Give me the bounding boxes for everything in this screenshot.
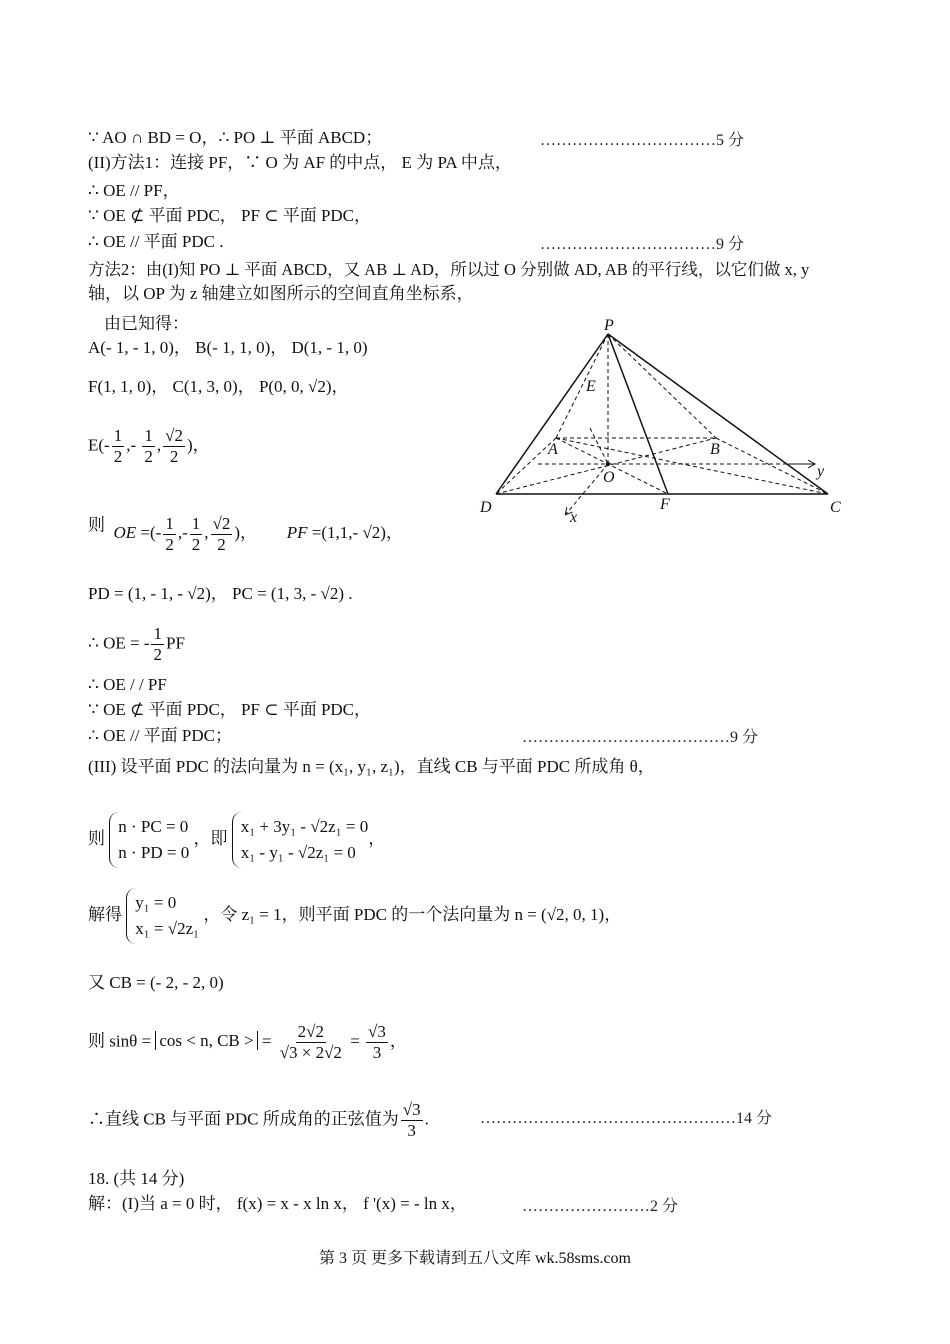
line-9: F(1, 1, 0)， C(1, 3, 0)， P(0, 0, √2)，: [88, 377, 349, 396]
line-6a: 方法2：由(I)知 PO ⊥ 平面 ABCD，又 AB ⊥ AD，所以过 O 分别做 AD, AB 的平行线，以它们做 x, y: [88, 260, 810, 279]
line-16: ∴ OE // 平面 PDC；: [88, 726, 232, 745]
edge-PF: [608, 334, 668, 494]
score-5: ……………………………5 分: [540, 132, 745, 149]
pyramid-figure: [478, 316, 858, 526]
line-1: ∵ AO ∩ BD = O，∴ PO ⊥ 平面 ABCD；: [88, 128, 383, 147]
line-12: PD = (1, - 1, - √2)， PC = (1, 3, - √2) .: [88, 584, 353, 603]
label-x: x: [570, 509, 578, 526]
line-13: ∴ OE = - $\frac{1}{2}$ PF: [88, 624, 185, 664]
score-14: …………………………………………14 分: [480, 1110, 773, 1127]
line-20: 又 CB = (- 2, - 2, 0): [88, 973, 224, 992]
line-2: (II)方法1：连接 PF，∵ O 为 AF 的中点， E 为 PA 中点，: [88, 153, 512, 172]
system-3: y₁ = 0 x₁ = √2z₁: [126, 888, 199, 944]
line-3: ∴ OE // PF，: [88, 181, 180, 200]
edge-PC: [608, 334, 828, 494]
score-2: ……………………2 分: [522, 1198, 679, 1215]
label-B: B: [710, 441, 720, 458]
line-22: ∴直线 CB 与平面 PDC 所成角的正弦值为 $\frac{√3}{3}$ .: [88, 1100, 429, 1140]
line-6b: 轴，以 OP 为 z 轴建立如图所示的空间直角坐标系，: [88, 284, 474, 303]
system-1: n · PC = 0 n · PD = 0: [109, 812, 189, 868]
line-11: 则 OE =(- $\frac{1}{2}$ ,- $\frac{1}{2}$ , $\frac{√2}{2}$ )， PF =(1,1,- √2)，: [88, 514, 403, 554]
line-7: 由已知得：: [104, 314, 189, 333]
page-footer: 第 3 页 更多下载请到五八文库 wk.58sms.com: [318, 1250, 631, 1267]
label-F: F: [660, 496, 670, 513]
line-17: (III) 设平面 PDC 的法向量为 n = (x₁, y₁, z₁)，直线 CB 与平面 PDC 所成角 θ，: [88, 757, 655, 776]
line-10: E(- $\frac{1}{2}$ ,- $\frac{1}{2}$ , $\frac{√2}{2}$ )，: [88, 426, 210, 466]
line-24: 解：(I)当 a = 0 时， f(x) = x - x ln x， f '(x) = - ln x，: [88, 1194, 467, 1213]
label-E: E: [586, 378, 596, 395]
label-C: C: [830, 499, 841, 516]
line-5: ∴ OE // 平面 PDC .: [88, 232, 224, 251]
point-O: [606, 462, 610, 466]
label-P: P: [604, 317, 614, 334]
label-D: D: [480, 499, 492, 516]
line-21: 则 sinθ = cos < n, CB > = $\frac{2√2}{√3 \times 2√2}$ = $\frac{√3}{3}$ ，: [88, 1022, 407, 1062]
line-23: 18. (共 14 分): [88, 1169, 185, 1188]
line-14: ∴ OE / / PF: [88, 675, 167, 694]
label-A: A: [548, 441, 558, 458]
score-9b: …………………………………9 分: [522, 729, 759, 746]
label-O: O: [603, 469, 615, 486]
label-y: y: [817, 463, 825, 480]
system-2: x₁ + 3y₁ - √2z₁ = 0 x₁ - y₁ - √2z₁ = 0: [232, 812, 369, 868]
line-19: 解得 y₁ = 0 x₁ = √2z₁ ，令 z₁ = 1，则平面 PDC 的一个法向量为 n = (√2, 0, 1)，: [88, 888, 621, 944]
score-9a: ……………………………9 分: [540, 236, 745, 253]
line-15: ∵ OE ⊄ 平面 PDC， PF ⊂ 平面 PDC，: [88, 700, 372, 719]
line-18: 则 n · PC = 0 n · PD = 0 ，即 x₁ + 3y₁ - √2z₁ = 0 x₁ - y₁ - √2z₁ = 0，: [88, 812, 385, 868]
line-8: A(- 1, - 1, 0)， B(- 1, 1, 0)， D(1, - 1, 0): [88, 338, 368, 357]
line-4: ∵ OE ⊄ 平面 PDC， PF ⊂ 平面 PDC，: [88, 206, 372, 225]
